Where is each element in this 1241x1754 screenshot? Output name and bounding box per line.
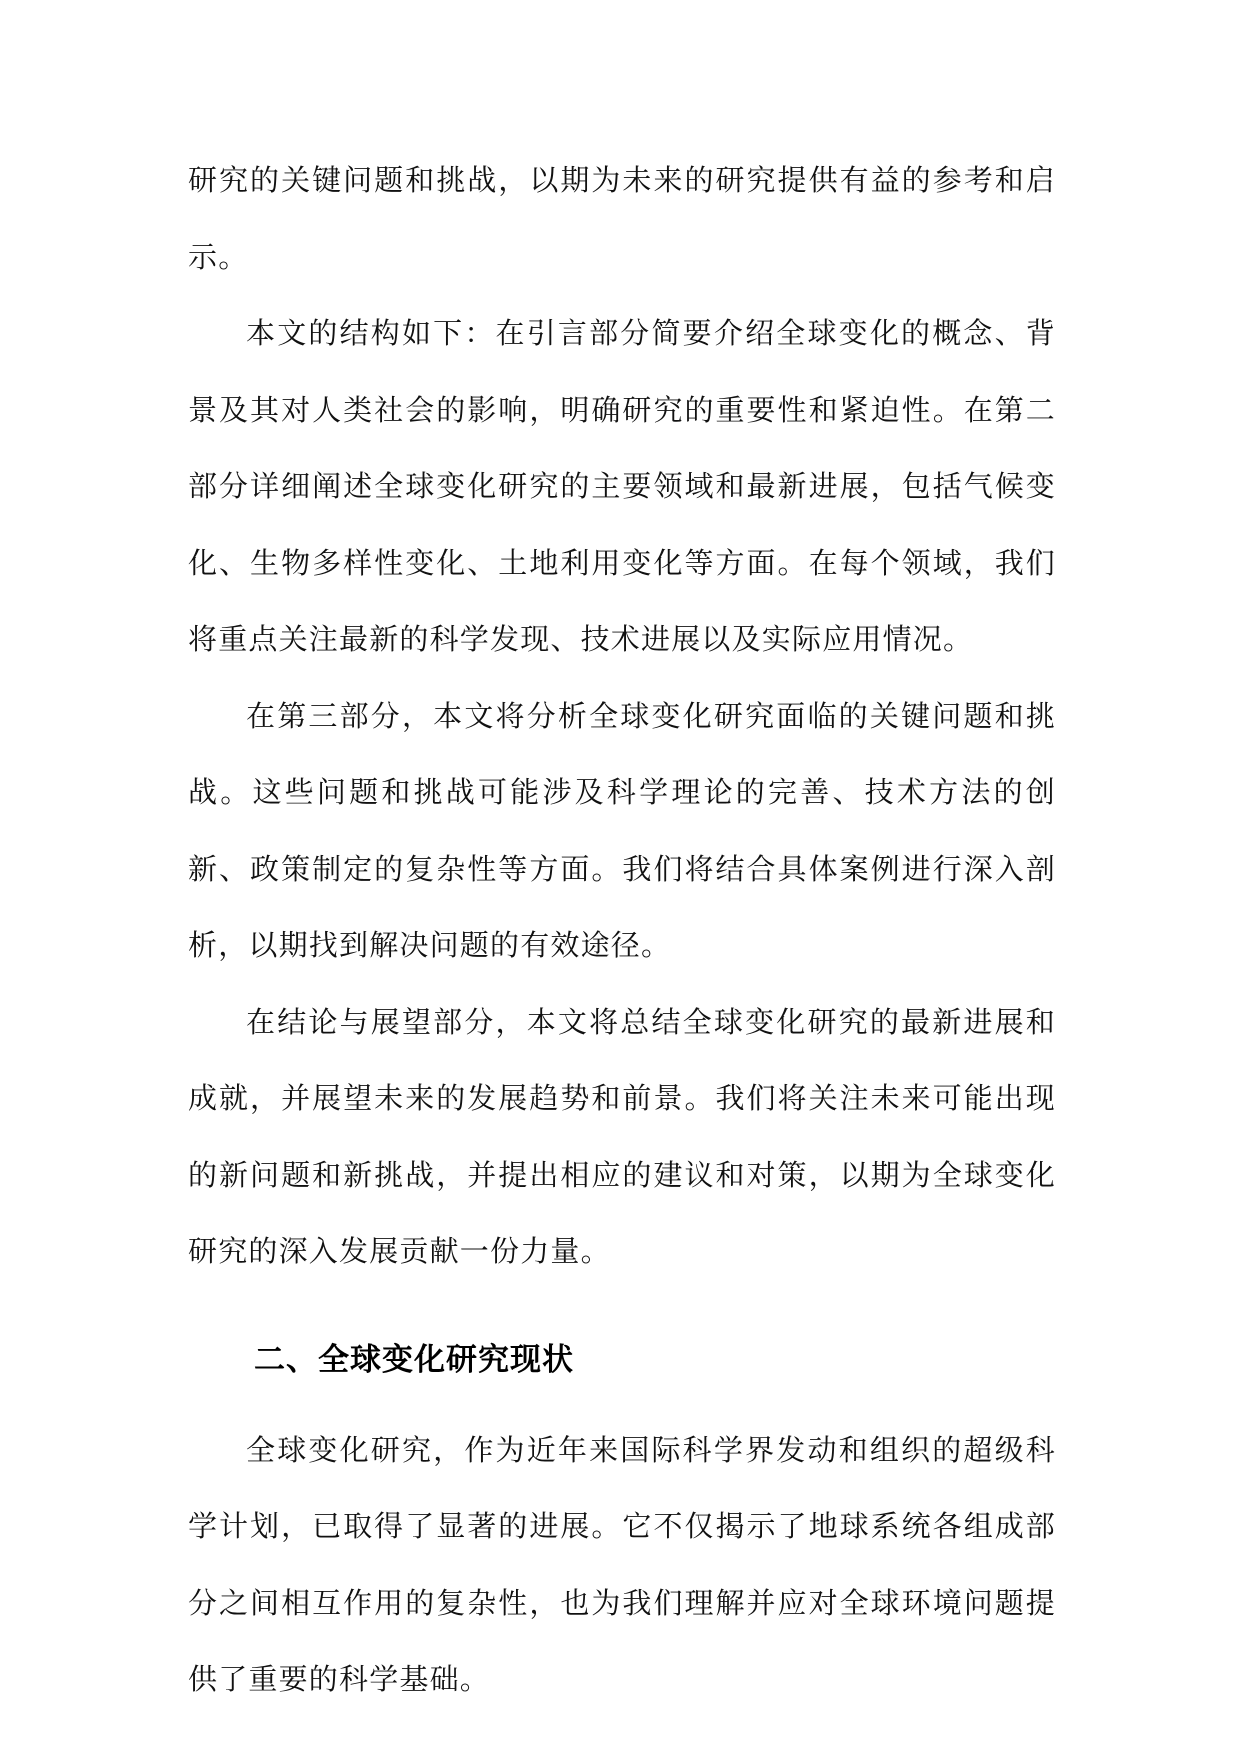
document-body bbox=[188, 142, 1056, 1718]
paragraph-conclusion-outlook: 在结论与展望部分，本文将总结全球变化研究的最新进展和成就，并展望未来的发展趋势和前景。我们将关注未来可能出现的新问题和新挑战，并提出相应的建议和对策，以期为全球变化研究的深入发展贡献一份力量。 bbox=[188, 1004, 1056, 1268]
paragraph-structure-overview: 本文的结构如下：在引言部分简要介绍全球变化的概念、背景及其对人类社会的影响，明确研究的重要性和紧迫性。在第二部分详细阐述全球变化研究的主要领域和最新进展，包括气候变化、生物多样性变化、土地利用变化等方面。在每个领域，我们将重点关注最新的科学发现、技术进展以及实际应用情况。 bbox=[188, 316, 1056, 656]
paragraph-research-status: 全球变化研究，作为近年来国际科学界发动和组织的超级科学计划，已取得了显著的进展。它不仅揭示了地球系统各组成部分之间相互作用的复杂性，也为我们理解并应对全球环境问题提供了重要的科学基础。 bbox=[188, 1432, 1056, 1696]
paragraph-part-three: 在第三部分，本文将分析全球变化研究面临的关键问题和挑战。这些问题和挑战可能涉及科学理论的完善、技术方法的创新、政策制定的复杂性等方面。我们将结合具体案例进行深入剖析，以期找到解决问题的有效途径。 bbox=[188, 698, 1056, 962]
paragraph-continuation: 研究的关键问题和挑战，以期为未来的研究提供有益的参考和启示。 bbox=[188, 163, 1056, 274]
section-heading: 二、全球变化研究现状 bbox=[254, 1341, 574, 1378]
